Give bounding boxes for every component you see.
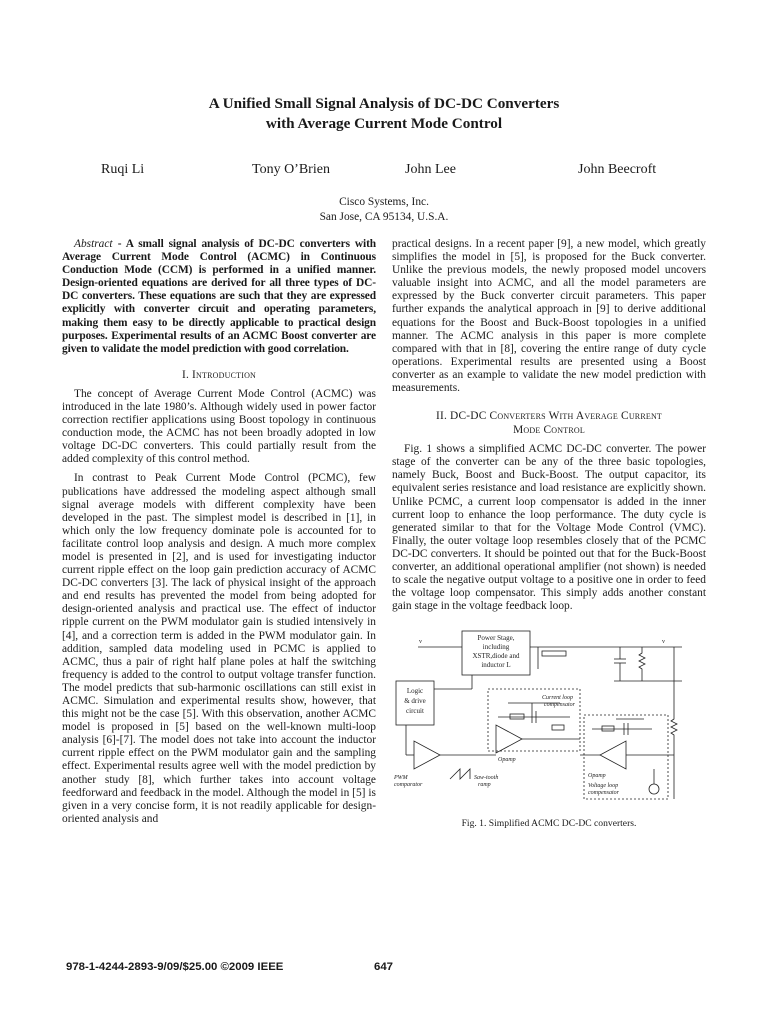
title-line-2: with Average Current Mode Control [265,115,503,132]
acmc-circuit-diagram [392,629,706,809]
right-column [392,238,706,830]
footer-isbn: 978-1-4244-2893-9/09/$25.00 ©2009 IEEE [66,961,284,973]
divider-resistor [671,647,677,799]
sawtooth-label: Saw-tooth [474,775,499,782]
author-name: John Beecroft [578,162,657,177]
logic-label: Logic [406,687,424,696]
intro-paragraph-2: In contrast to Peak Current Mode Control (PCMC), few publications have addressed the modeling aspect although small signal average models with different complexity have been developed in the past. The simplest model is described in [1], in which only the low frequency dominate pole is accounted for to facilitate control loop analysis and design. A much more complex model is presented in [2], and is used for investigating inductor current ripple effect on the loop gain prediction accuracy of ACMC DC-DC converters [3]. The lack of physical insight of the approach and end results has prevented the model from being adopted for design-oriented analysis and practical use. The effect of inductor ripple current on the PWM modulator gain is studied intensively in [4], and a correction term is added in the PWM modulator gain. In addition, sampled data modeling used in PCMC is applied to ACMC, thus a pair of right half plane poles at half the switching frequency is added to the control to output voltage transfer function. The model predicts that sub-harmonic oscillations can still exist in ACMC. Simulation and experimental results show, however, that this might not be the case [5]. With this observation, another ACMC model is proposed in [5] based on the well-known multi-loop analysis [6]-[7]. The model does not take into account the inductor current ripple effect on the PWM modulator gain and the sampling effect. Experimental results agree well with the model prediction by another study [8], which further takes into account voltage feedforward and feedback in the model. Although the model in [5] is given in a very concise form, it is not readily applicable for design-oriented analysis and [62,472,376,825]
sawtooth-label: ramp [478,782,491,789]
load-resistor [639,647,645,681]
power-stage-label: Power Stage, [477,634,515,643]
right-paragraph-1: practical designs. In a recent paper [9], a new model, which greatly simplifies the model in [5], is proposed for the Buck converter. Unlike the previous models, the newly proposed model uncovers valuable insight into ACMC, and all the model parameters are expressed by the Buck converter circuit parameters. This paper further expands the analytical approach in [9] to derive additional equations for the Boost and Buck-Boost topologies in a unified manner. The ACMC analysis in this paper is more complete compared with that in [8], covering the entire range of duty cycle operations. Experimental results are presented using a Boost converter as an example to validate the new model prediction with measurements. [392,238,706,395]
logic-label: & drive [404,697,426,706]
sawtooth-ramp-icon [450,769,470,779]
logic-label: circuit [406,707,424,716]
author-list [0,162,768,182]
pwm-label: comparator [394,782,423,789]
abstract-label: Abstract [74,238,113,250]
paper-title [0,94,768,134]
sense-resistor [542,651,566,656]
section-2-paragraph-1: Fig. 1 shows a simplified ACMC DC-DC converter. The power stage of the converter can be any of the three basic topologies, namely Buck, Boost and Buck-Boost. The output capacitor, its equivalent series resistance and load resistance are explicitly shown. Unlike PCMC, a current loop compensator is added in the inner current loop to enhance the loop performance. The duty cycle is generated similar to that for the Voltage Mode Control (VMC). Finally, the outer voltage loop resembles closely that of the PCMC DC-DC converters. It should be pointed out that for the Buck-Boost converter, an additional operational amplifier (not shown) is needed to scale the negative output voltage to a positive one in order to feed the voltage loop compensator. This simply adds another constant gain stage in the voltage feedback loop. [392,443,706,613]
resistor [552,725,564,730]
resistor [510,714,524,719]
opamp-label: Opamp [588,773,606,780]
current-opamp [496,725,522,753]
current-loop-label: compensator [544,702,575,709]
affiliation-line-1: Cisco Systems, Inc. [339,196,429,208]
figure-caption: Fig. 1. Simplified ACMC DC-DC converters. [461,818,637,830]
left-column [62,238,376,826]
section-heading-introduction: I. Introduction [181,368,257,381]
intro-paragraph-1: The concept of Average Current Mode Control (ACMC) was introduced in the late 1980’s. Although widely used in power factor correction rectifier applications using Boost topology in continuous conduction mode, the ACMC has not been broadly adopted in low voltage DC-DC converters. This could partially result from the added complexity of this control method. [62,387,376,466]
reference-source [649,784,659,794]
affiliation-line-2: San Jose, CA 95134, U.S.A. [319,211,449,223]
page-number: 647 [374,961,394,973]
section-heading-2 [392,409,706,437]
abstract [62,238,376,356]
power-stage-label: including [482,643,510,652]
power-stage-label: XSTR,diode and [472,652,520,661]
voltage-loop-label: Voltage loop [588,783,619,790]
section-heading-2-line-1: II. DC-DC Converters With Average Current [435,410,663,423]
voltage-loop-label: compensator [588,790,619,797]
power-stage-label: inductor L [481,661,511,670]
resistor [602,726,614,731]
abstract-text: - A small signal analysis of DC-DC converters with Average Current Mode Control (ACMC) in Continuous Conduction Mode (CCM) is performed in a unified manner. Design-oriented equations are derived for all three types of DC-DC converters. These equations are such that they are expressed explicitly with converter circuit and operating parameters, making them easy to be directly applicable to practical design purposes. Experimental results of an ACMC Boost converter are given to validate the model prediction with good correlation. [62,238,376,355]
affiliation [0,195,768,225]
voltage-opamp [600,741,626,769]
author-name: John Lee [405,162,456,177]
vin-label: v [419,639,422,646]
pwm-comparator [414,741,440,769]
figure-1 [392,629,706,830]
vo-label: v [662,639,665,646]
title-line-1: A Unified Small Signal Analysis of DC-DC Converters [208,95,560,112]
opamp-label: Opamp [498,757,516,764]
author-name: Tony O’Brien [252,162,330,177]
author-name: Ruqi Li [101,162,145,177]
pwm-label: PWM [394,775,408,782]
current-loop-label: Current loop [542,695,573,702]
section-heading-2-line-2: Mode Control [513,424,585,437]
